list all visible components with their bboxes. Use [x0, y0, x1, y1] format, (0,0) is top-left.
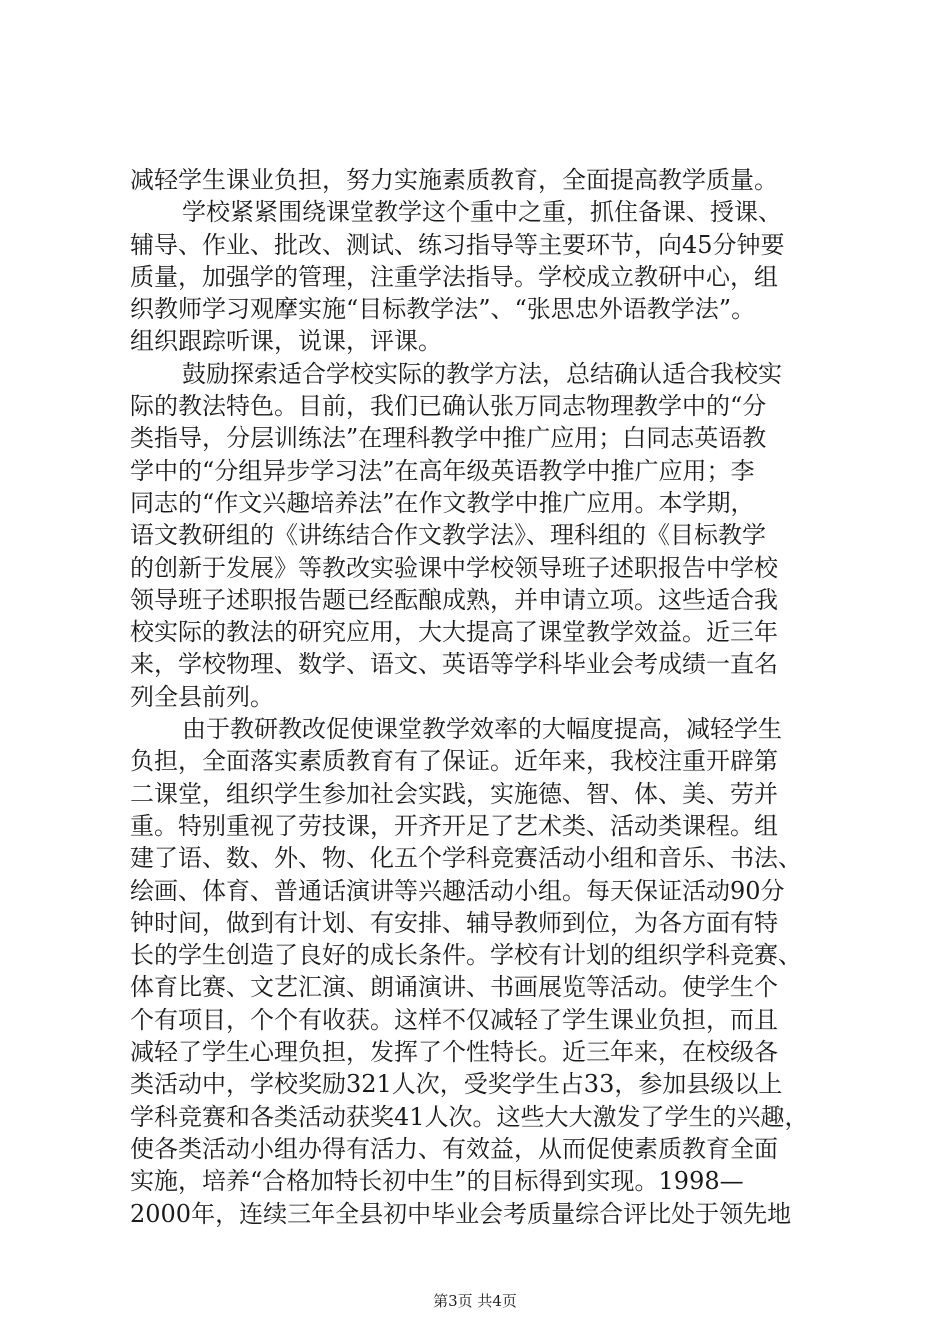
text-line: 重。特别重视了劳技课，开齐开足了艺术类、活动类课程。组 — [130, 811, 778, 840]
page-footer: 第3页 共4页 — [433, 1292, 517, 1310]
text-line: 领导班子述职报告题已经酝酿成熟，并申请立项。这些适合我 — [130, 585, 778, 614]
text-line: 类指导，分层训练法”在理科教学中推广应用；白同志英语教 — [130, 424, 767, 453]
text-line: 使各类活动小组办得有活力、有效益，从而促使素质教育全面 — [130, 1134, 778, 1163]
text-line: 类活动中，学校奖励321人次，受奖学生占33，参加县级以上 — [130, 1070, 783, 1099]
text-line: 建了语、数、外、物、化五个学科竞赛活动小组和音乐、书法、 — [130, 844, 802, 873]
text-line: 织教师学习观摩实施“目标教学法”、“张思忠外语教学法”。 — [130, 295, 756, 324]
text-line: 体育比赛、文艺汇演、朗诵演讲、书画展览等活动。使学生个 — [130, 973, 778, 1002]
text-line: 列全县前列。 — [130, 682, 274, 711]
text-line: 由于教研教改促使课堂教学效率的大幅度提高，减轻学生 — [182, 715, 782, 744]
text-line: 学中的“分组异步学习法”在高年级英语教学中推广应用；李 — [130, 456, 755, 485]
text-line: 实施，培养“合格加特长初中生”的目标得到实现。1998— — [130, 1167, 744, 1196]
text-line: 鼓励探索适合学校实际的教学方法，总结确认适合我校实 — [182, 359, 782, 388]
text-line: 的创新于发展》等教改实验课中学校领导班子述职报告中学校 — [130, 553, 778, 582]
text-line: 际的教法特色。目前，我们已确认张万同志物理教学中的“分 — [130, 392, 767, 421]
text-line: 2000年，连续三年全县初中毕业会考质量综合评比处于领先地 — [130, 1199, 792, 1228]
text-line: 辅导、作业、批改、测试、练习指导等主要环节，向45分钟要 — [130, 230, 785, 259]
text-line: 长的学生创造了良好的成长条件。学校有计划的组织学科竞赛、 — [130, 941, 802, 970]
text-line: 钟时间，做到有计划、有安排、辅导教师到位，为各方面有特 — [130, 908, 778, 937]
text-line: 同志的“作文兴趣培养法”在作文教学中推广应用。本学期， — [130, 488, 755, 517]
document-body — [130, 164, 830, 1230]
text-line: 负担，全面落实素质教育有了保证。近年来，我校注重开辟第 — [130, 747, 778, 776]
text-line: 学校紧紧围绕课堂教学这个重中之重，抓住备课、授课、 — [182, 198, 782, 227]
text-line: 学科竞赛和各类活动获奖41人次。这些大大激发了学生的兴趣， — [130, 1102, 809, 1131]
text-line: 减轻了学生心理负担，发挥了个性特长。近三年来，在校级各 — [130, 1038, 778, 1067]
text-line: 绘画、体育、普通话演讲等兴趣活动小组。每天保证活动90分 — [130, 876, 785, 905]
text-line: 组织跟踪听课，说课，评课。 — [130, 327, 442, 356]
text-line: 校实际的教法的研究应用，大大提高了课堂教学效益。近三年 — [130, 618, 778, 647]
text-line: 二课堂，组织学生参加社会实践，实施德、智、体、美、劳并 — [130, 779, 778, 808]
text-line: 质量，加强学的管理，注重学法指导。学校成立教研中心，组 — [130, 262, 778, 291]
text-line: 语文教研组的《讲练结合作文教学法》、理科组的《目标教学 — [130, 521, 766, 550]
text-line: 减轻学生课业负担，努力实施素质教育，全面提高教学质量。 — [130, 166, 778, 194]
text-line: 来，学校物理、数学、语文、英语等学科毕业会考成绩一直名 — [130, 650, 778, 679]
text-line: 个有项目，个个有收获。这样不仅减轻了学生课业负担，而且 — [130, 1005, 778, 1034]
